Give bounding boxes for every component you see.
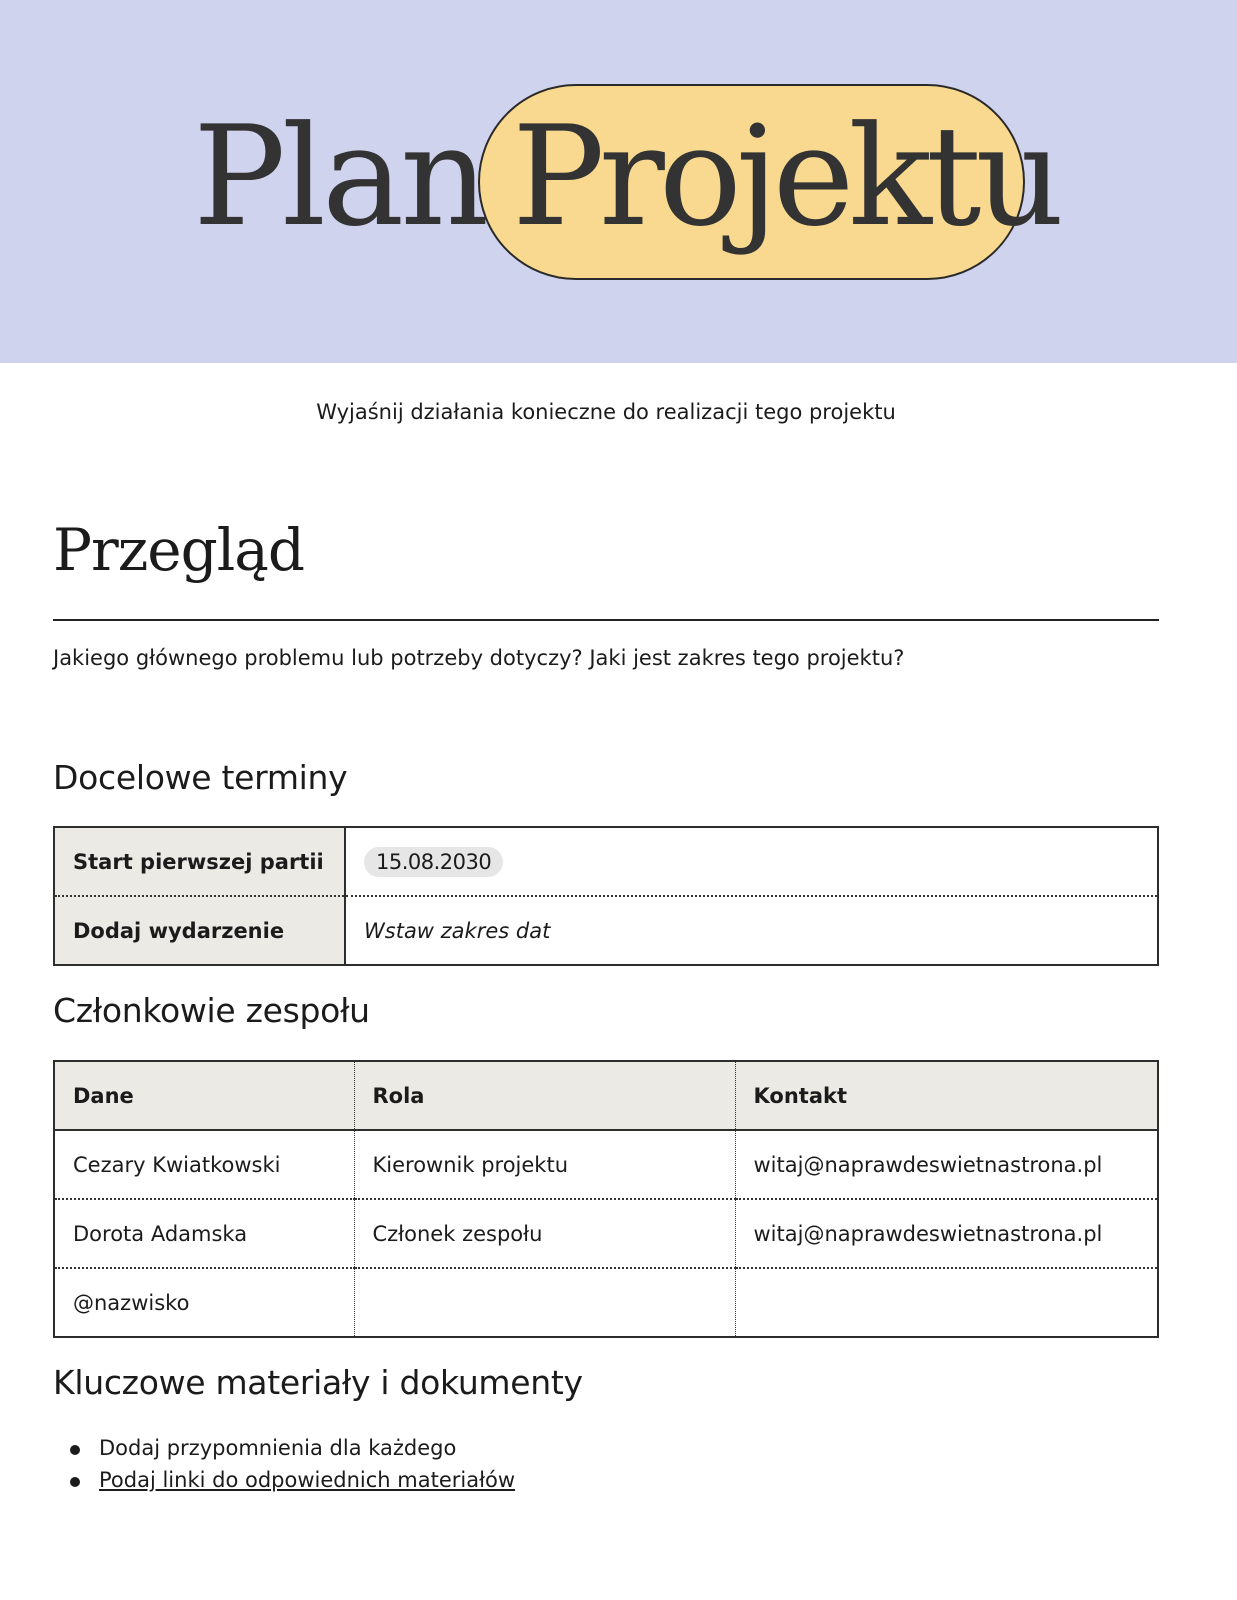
heading-divider [53,619,1159,621]
list-item-text: Dodaj przypomnienia dla każdego [99,1436,457,1460]
table-row [54,1130,1158,1199]
title-word-projektu: Projektu [512,96,1059,257]
list-item [70,1464,515,1496]
materials-link[interactable]: Podaj linki do odpowiednich materiałów [99,1468,516,1492]
column-header: Kontakt [735,1061,1158,1130]
deadline-label: Start pierwszej partii [54,827,345,896]
member-name[interactable]: Dorota Adamska [54,1199,354,1268]
table-row [54,896,1158,965]
overview-question: Jakiego głównego problemu lub potrzeby dotyczy? Jaki jest zakres tego projektu? [53,646,905,670]
column-header: Rola [354,1061,735,1130]
member-name[interactable]: @nazwisko [54,1268,354,1337]
member-role[interactable] [354,1268,735,1337]
team-table [53,1060,1159,1338]
table-row [54,1268,1158,1337]
member-role[interactable]: Kierownik projektu [354,1130,735,1199]
deadlines-heading: Docelowe terminy [53,758,348,797]
list-item [70,1432,515,1464]
date-chip[interactable]: 15.08.2030 [364,847,503,877]
member-contact[interactable]: witaj@naprawdeswietnastrona.pl [735,1130,1158,1199]
resources-list [70,1432,515,1496]
document-subtitle: Wyjaśnij działania konieczne do realizacji tego projektu [316,400,896,424]
team-heading: Członkowie zespołu [53,991,370,1030]
deadline-value[interactable] [345,827,1158,896]
table-row [54,1199,1158,1268]
resources-heading: Kluczowe materiały i dokumenty [53,1363,583,1402]
deadline-label: Dodaj wydarzenie [54,896,345,965]
member-name[interactable]: Cezary Kwiatkowski [54,1130,354,1199]
member-role[interactable]: Członek zespołu [354,1199,735,1268]
table-row [54,827,1158,896]
member-contact[interactable]: witaj@naprawdeswietnastrona.pl [735,1199,1158,1268]
table-header-row [54,1061,1158,1130]
overview-heading: Przegląd [53,516,305,584]
header-band [0,0,1237,363]
member-contact[interactable] [735,1268,1158,1337]
date-range-placeholder[interactable]: Wstaw zakres dat [364,918,551,943]
title-word-plan: Plan [193,96,486,257]
deadlines-table [53,826,1159,966]
column-header: Dane [54,1061,354,1130]
